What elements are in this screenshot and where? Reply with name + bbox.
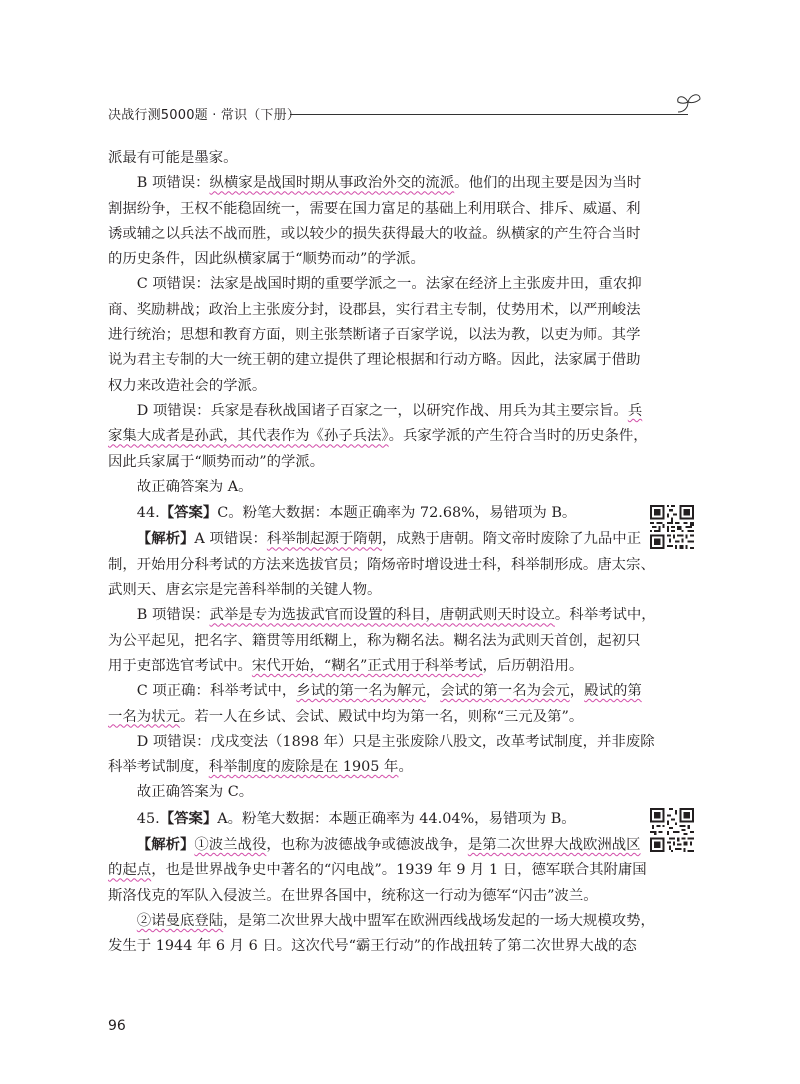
highlight: 殿试的第 xyxy=(584,683,642,700)
text: ，也称为波德战争或德波战争， xyxy=(266,837,468,854)
question-number: 45. xyxy=(136,810,160,827)
answer-tag: 【答案】 xyxy=(159,504,218,522)
text: ， xyxy=(569,683,585,700)
text-line: 制，开始用分科考试的方法来选拔官员；隋炀帝时增设进士科，科举制形成。唐太宗、 xyxy=(108,556,655,573)
text-line xyxy=(108,500,618,526)
paragraph-option-b xyxy=(108,171,642,272)
text-line: 因此兵家属于“顺势而动”的学派。 xyxy=(108,453,325,470)
text-line: 诱或辅之以兵法不战而胜，或以较少的损失获得最大的收益。纵横家的产生符合当时 xyxy=(108,225,641,242)
text-line: C 项错误：法家是战国时期的重要学派之一。法家在经济上主张废井田，重农抑 xyxy=(136,276,642,293)
text: 科举考试制度， xyxy=(108,759,209,776)
text: 。若一人在乡试、会试、殿试中均为第一名，则称“三元及第”。 xyxy=(179,708,584,725)
text-line: 说为君主专制的大一统王朝的建立提供了理论根据和行动方略。因此，法家属于借助 xyxy=(108,352,641,369)
text-line: 割据纷争，王权不能稳固统一，需要在国力富足的基础上利用联合、排斥、威逼、利 xyxy=(108,200,641,217)
text-line: 进行统治；思想和教育方面，则主张禁断诸子百家学说，以法为教，以吏为师。其学 xyxy=(108,327,641,344)
highlight: 武举是专为选拔武官而设置的科目，唐朝武则天时设立 xyxy=(209,607,555,624)
text-line xyxy=(108,424,648,449)
text: ， xyxy=(425,683,441,700)
analysis-44-b xyxy=(108,603,656,679)
sprout-icon xyxy=(674,90,704,116)
answer-text: C。粉笔大数据：本题正确率为 72.68%，易错项为 B。 xyxy=(217,505,577,522)
header-rule xyxy=(290,114,688,115)
analysis-45-1 xyxy=(108,832,647,909)
highlight: 的起点 xyxy=(108,862,152,879)
paragraph-conclusion xyxy=(108,780,618,805)
text-line xyxy=(108,171,642,196)
book-title: 决战行测5000题 · 常识（下册） xyxy=(108,108,301,123)
text: 。科举考试中， xyxy=(554,607,656,624)
page-number: 96 xyxy=(108,1018,126,1034)
text: 。兵家学派的产生符合当时的历史条件， xyxy=(388,428,648,445)
text: ，成熟于唐朝。隋文帝时废除了九品中正 xyxy=(382,531,642,548)
highlight: ①波兰战役 xyxy=(194,837,267,854)
text-line: 的历史条件，因此纵横家属于“顺势而动”的学派。 xyxy=(108,251,425,268)
text-line xyxy=(108,909,655,934)
highlight: 纵横家是战国时期从事政治外交的流派 xyxy=(209,175,455,192)
text-line: 故正确答案为 A。 xyxy=(136,478,253,495)
text: ，后历朝沿用。 xyxy=(482,657,584,674)
text: 。他们的出现主要是因为当时 xyxy=(454,175,642,192)
highlight: ②诺曼底登陆 xyxy=(136,912,224,929)
page-body xyxy=(108,146,656,960)
text-line: 武则天、唐玄宗是完善科举制的关键人物。 xyxy=(108,582,382,599)
text-line: D 项错误：戊戌变法（1898 年）只是主张废除八股文，改革考试制度，并非废除 xyxy=(136,733,655,750)
highlight: 是第二次世界大战欧洲战区 xyxy=(467,837,641,854)
qr-code-icon[interactable] xyxy=(650,505,694,549)
text-line: 斯洛伐克的军队入侵波兰。在世界各国中，统称这一行动为德军“闪击”波兰。 xyxy=(108,887,598,904)
analysis-45-2 xyxy=(108,909,655,960)
highlight: 科举制度的废除是在 1905 年 xyxy=(208,759,399,776)
running-header xyxy=(108,104,700,130)
text: ，是第二次世界大战中盟军在欧洲西线战场发起的一场大规模攻势， xyxy=(223,912,655,929)
analysis-tag: 【解析】 xyxy=(136,836,195,854)
text-line: 商、奖励耕战；政治上主张废分封，设郡县，实行君主专制，仗势用术，以严刑峻法 xyxy=(108,301,641,318)
text: 用于吏部选官考试中。 xyxy=(108,657,252,674)
text-line xyxy=(108,603,656,628)
text-line xyxy=(108,858,647,883)
option-label: B 项错误： xyxy=(136,175,210,192)
analysis-44-a xyxy=(108,526,655,603)
highlight: 兵 xyxy=(627,402,643,419)
text: 。 xyxy=(398,759,413,776)
text-line: 故正确答案为 C。 xyxy=(136,784,254,801)
paragraph-option-d xyxy=(108,399,648,475)
text-line xyxy=(108,654,618,679)
text: C 项正确：科举考试中， xyxy=(136,683,297,700)
qr-code-icon[interactable] xyxy=(650,808,694,852)
answer-tag: 【答案】 xyxy=(159,809,218,827)
text: ，也是世界战争史中著名的“闪电战”。1939 年 9 月 1 日，德军联合其附庸国 xyxy=(151,862,647,879)
text-line: 权力来改造社会的学派。 xyxy=(108,377,267,394)
highlight: 宋代开始，“糊名”正式用于科举考试 xyxy=(251,657,483,674)
option-label: A 项错误： xyxy=(194,531,267,548)
text-line: 发生于 1944 年 6 月 6 日。这次代号“霸王行动”的作战扭转了第二次世界大战的态 xyxy=(108,938,637,955)
analysis-tag: 【解析】 xyxy=(136,530,195,548)
text-line xyxy=(108,526,642,552)
option-label: B 项错误： xyxy=(136,607,210,624)
analysis-44-d xyxy=(108,730,655,781)
text: D 项错误：兵家是春秋战国诸子百家之一，以研究作战、用兵为其主要宗旨。 xyxy=(136,402,628,419)
highlight: 科举制起源于隋朝 xyxy=(266,531,383,548)
paragraph xyxy=(108,146,618,171)
highlight: 乡试的第一名为解元 xyxy=(296,683,426,700)
paragraph-conclusion xyxy=(108,475,618,500)
text-line xyxy=(108,832,641,858)
paragraph-option-c xyxy=(108,272,642,398)
highlight: 一名为状元 xyxy=(108,708,180,725)
highlight: 家集大成者是孙武，其代表作为《孙子兵法》 xyxy=(108,428,389,445)
analysis-44-c xyxy=(108,679,642,730)
text-line xyxy=(108,399,643,424)
text-line xyxy=(108,755,618,780)
text-line: 为公平起见，把名字、籍贯等用纸糊上，称为糊名法。糊名法为武则天首创，起初只 xyxy=(108,632,641,649)
text-line xyxy=(108,806,618,832)
text-line xyxy=(108,705,618,730)
highlight: 会试的第一名为会元 xyxy=(440,683,570,700)
text-line xyxy=(108,679,642,704)
text-line: 派最有可能是墨家。 xyxy=(108,150,238,166)
answer-45 xyxy=(108,806,618,832)
question-number: 44. xyxy=(136,505,160,522)
answer-text: A。粉笔大数据：本题正确率为 44.04%，易错项为 B。 xyxy=(217,810,576,827)
answer-44 xyxy=(108,500,618,526)
